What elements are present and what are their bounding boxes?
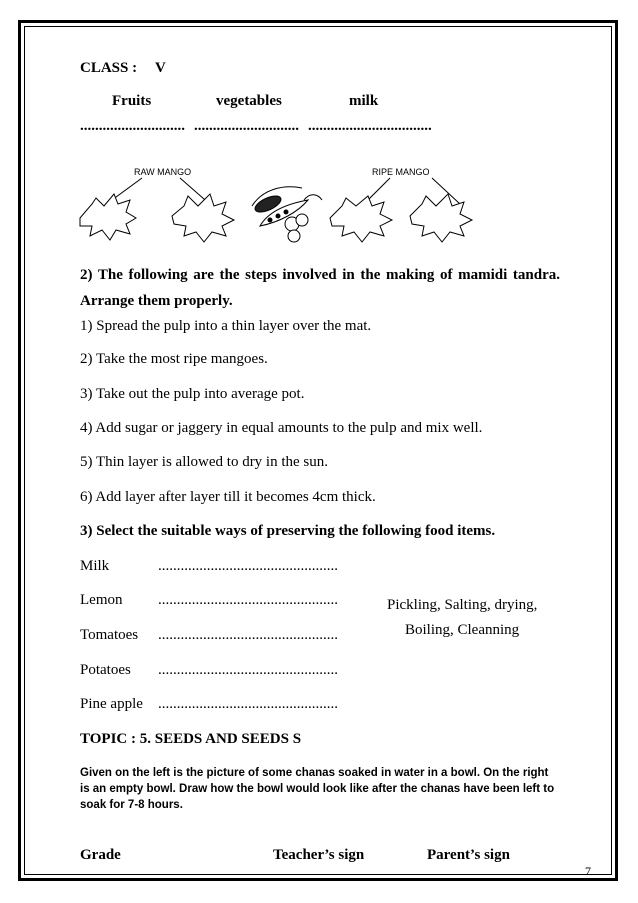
vegetables-answer-dots: ............................ (194, 118, 299, 134)
mango-figure (72, 160, 492, 246)
topic-title: TOPIC : 5. SEEDS AND SEEDS S (80, 731, 302, 747)
ripe-mango-label: RIPE MANGO (372, 167, 430, 177)
q2-step-2: 2) Take the most ripe mangoes. (80, 351, 268, 367)
header-fruits: Fruits (112, 93, 152, 109)
item-milk-dots: ................................................ (158, 558, 338, 574)
q2-title-line2: Arrange them properly. (80, 293, 233, 309)
q2-step-6: 6) Add layer after layer till it becomes 4cm thick. (80, 489, 376, 505)
class-label: CLASS : (80, 60, 138, 76)
item-milk: Milk (80, 558, 110, 574)
header-milk: milk (349, 93, 379, 109)
milk-answer-dots: ................................. (308, 118, 432, 134)
topic-line-1: Given on the left is the picture of some chanas soaked in water in a bowl. On the right (80, 767, 549, 779)
item-potatoes-dots: ................................................ (158, 662, 338, 678)
q2-step-5: 5) Thin layer is allowed to dry in the sun. (80, 454, 329, 470)
grade-label: Grade (80, 847, 121, 863)
item-pine-apple-dots: ................................................ (158, 696, 338, 712)
q2-title-line1: 2) The following are the steps involved in the making of mamidi tandra. (80, 267, 560, 283)
q2-step-1: 1) Spread the pulp into a thin layer over the mat. (80, 318, 372, 334)
item-pine-apple: Pine apple (80, 696, 143, 712)
header-vegetables: vegetables (216, 93, 282, 109)
item-tomatoes: Tomatoes (80, 627, 139, 643)
q2-step-4: 4) Add sugar or jaggery in equal amounts to the pulp and mix well. (80, 420, 483, 436)
q2-step-3: 3) Take out the pulp into average pot. (80, 386, 305, 402)
options-line-1: Pickling, Salting, drying, (387, 597, 538, 613)
parent-sign-label: Parent’s sign (427, 847, 510, 863)
raw-mango-label: RAW MANGO (134, 167, 192, 177)
class-value: V (155, 60, 166, 76)
item-tomatoes-dots: ................................................ (158, 627, 338, 643)
item-lemon: Lemon (80, 592, 123, 608)
mango-plant-drawing (252, 187, 322, 242)
teacher-sign-label: Teacher’s sign (273, 847, 365, 863)
item-potatoes: Potatoes (80, 662, 131, 678)
topic-line-2: is an empty bowl. Draw how the bowl would look like after the chanas have been left to (80, 783, 555, 795)
fruits-answer-dots: ............................ (80, 118, 185, 134)
page-number: 7 (585, 864, 591, 878)
topic-line-3: soak for 7-8 hours. (80, 799, 183, 811)
item-lemon-dots: ................................................ (158, 592, 338, 608)
q3-title: 3) Select the suitable ways of preserving the following food items. (80, 523, 496, 539)
options-line-2: Boiling, Cleanning (405, 622, 520, 638)
